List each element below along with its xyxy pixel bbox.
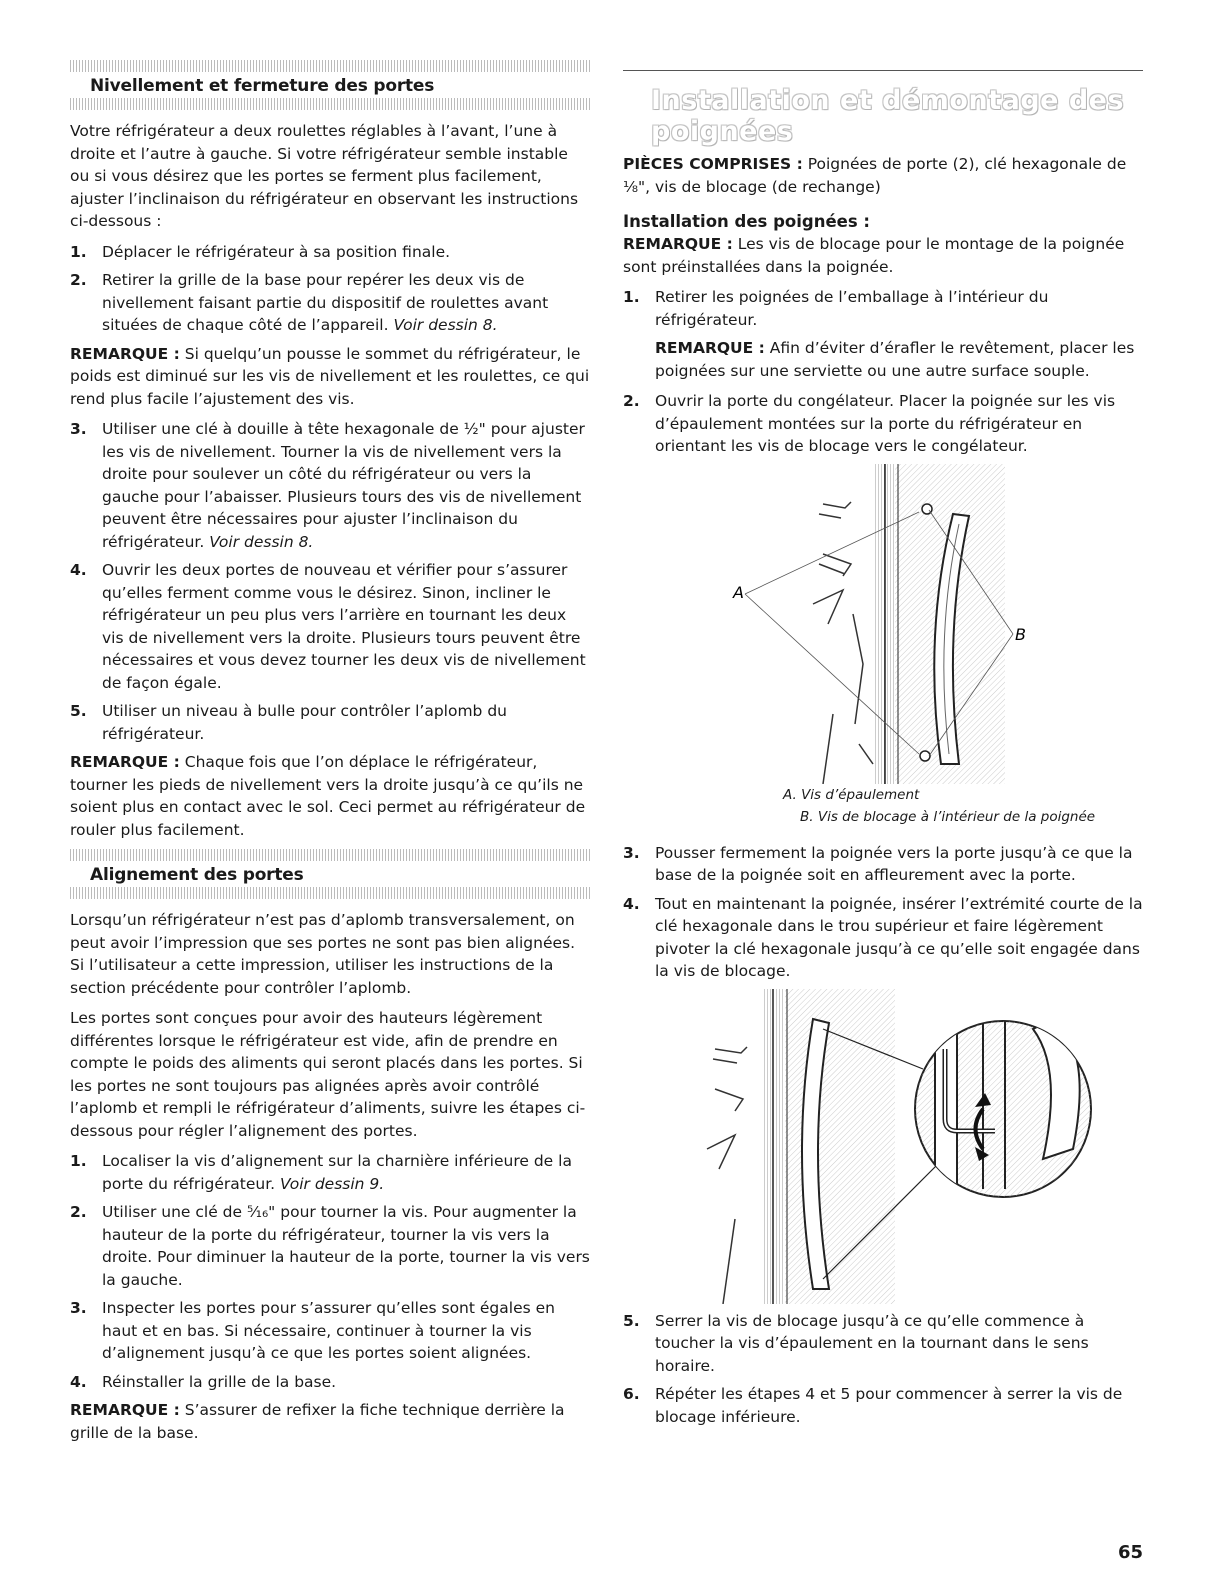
- note-label: REMARQUE :: [70, 753, 180, 771]
- step-text: [102, 1150, 590, 1195]
- list-item: [623, 390, 1143, 458]
- step-number: 2.: [623, 392, 640, 410]
- section-heading-alignment: Alignement des portes: [90, 865, 304, 885]
- alignment-paragraph: Lorsqu’un réfrigérateur n’est pas d’aplomb transversalement, on peut avoir l’impression que ses portes ne sont pas bien alignées. Si l’utilisateur a cette impression, utiliser les instructions de la section précédente pour contrôler l’aplomb.: [70, 911, 576, 997]
- step-number: 4.: [623, 894, 640, 913]
- handle-install-figure: [623, 464, 1143, 784]
- list-item: [70, 269, 590, 337]
- step-text: Inspecter les portes pour s’assurer qu’elles sont égales en haut et en bas. Si nécessaire, continuer à tourner la vis d’alignement jusqu’à ce que les portes soient alignées.: [102, 1299, 555, 1362]
- note-paragraph: [70, 343, 590, 411]
- list-item: [70, 1150, 590, 1195]
- note-label: REMARQUE :: [623, 235, 733, 253]
- list-item: [623, 1310, 1143, 1378]
- step-text: Utiliser un niveau à bulle pour contrôler l’aplomb du réfrigérateur.: [102, 702, 507, 743]
- step-number: 4.: [70, 561, 87, 579]
- note-label: REMARQUE :: [70, 344, 180, 363]
- step-text: Tout en maintenant la poignée, insérer l’extrémité courte de la clé hexagonale dans le trou supérieur et faire légèrement pivoter la clé hexagonale jusqu’à ce qu’elle soit engagée dans la vis de blocage.: [655, 894, 1143, 980]
- step-number: 5.: [70, 702, 87, 720]
- note-paragraph: [70, 1399, 590, 1444]
- section-divider: [70, 60, 590, 72]
- note-text: Afin d’éviter d’érafler le revêtement, placer les poignées sur une serviette ou une autre surface souple.: [655, 339, 1135, 380]
- step-text: [102, 269, 590, 337]
- step-text: Répéter les étapes 4 et 5 pour commencer à serrer la vis de blocage inférieure.: [655, 1385, 1123, 1426]
- note-text: Si quelqu’un pousse le sommet du réfrigérateur, le poids est diminué sur les vis de nivellement et les roulettes, ce qui rend plus facile l’ajustement des vis.: [70, 344, 590, 408]
- page-title: Installation et démontage des poignées: [651, 85, 1125, 147]
- step-number: 4.: [70, 1372, 87, 1391]
- step-number: 1.: [70, 1152, 87, 1170]
- list-item: [70, 700, 590, 745]
- step-number: 3.: [70, 420, 87, 438]
- figure-reference: Voir dessin 9.: [280, 1174, 385, 1193]
- step-body: Utiliser une clé à douille à tête hexagonale de ½" pour ajuster les vis de nivellement. Tourner la vis de nivellement vers la droite pour soulever un côté du réfrigérateur ou vers la gauche pour l’abaisser. Plusieurs tours des vis de nivellement peuvent être nécessaires pour ajuster l’inclinaison du réfrigérateur.: [102, 420, 585, 551]
- figure-caption-b: B. Vis de blocage à l’intérieur de la poignée: [800, 808, 1096, 825]
- step-text: Serrer la vis de blocage jusqu’à ce qu’elle commence à toucher la vis d’épaulement en la tournant dans le sens horaire.: [655, 1311, 1089, 1375]
- note-text: Les vis de blocage pour le montage de la poignée sont préinstallées dans la poignée.: [623, 235, 1125, 276]
- handle-diagram: [623, 464, 1143, 784]
- parts-label: PIÈCES COMPRISES :: [623, 155, 803, 173]
- step-number: 2.: [70, 1203, 87, 1221]
- step-number: 1.: [623, 288, 640, 306]
- section-divider: [70, 98, 590, 110]
- step-number: 1.: [70, 242, 87, 261]
- note-label: REMARQUE :: [655, 339, 765, 357]
- step-text: Utiliser une clé de ⁵⁄₁₆" pour tourner la vis. Pour augmenter la hauteur de la porte du réfrigérateur, tourner la vis vers la droite. Pour diminuer la hauteur de la porte, tourner la vis vers la gauche.: [102, 1203, 590, 1289]
- step-text: Déplacer le réfrigérateur à sa position finale.: [102, 242, 451, 261]
- section-heading-leveling: Nivellement et fermeture des portes: [90, 76, 435, 96]
- step-number: 3.: [70, 1299, 87, 1317]
- step-text: [102, 418, 590, 553]
- callout-label-b: B: [1015, 624, 1026, 644]
- list-item: [623, 842, 1143, 887]
- step-number: 6.: [623, 1385, 640, 1403]
- subheading-install: Installation des poignées :: [623, 212, 871, 231]
- figure-caption-a: A. Vis d’épaulement: [783, 786, 920, 803]
- step-number: 5.: [623, 1311, 640, 1330]
- step-text: Ouvrir les deux portes de nouveau et vérifier pour s’assurer qu’elles ferment comme vous le désirez. Sinon, incliner le réfrigérateur un peu plus vers l’arrière en tournant les deux vis de nivellement vers la droite. Plusieurs tours peuvent être nécessaires et vous devez tourner les deux vis de nivellement de façon égale.: [102, 561, 586, 692]
- list-item: [70, 559, 590, 694]
- section-divider: [70, 887, 590, 899]
- note-text: Chaque fois que l’on déplace le réfrigérateur, tourner les pieds de nivellement vers la droite jusqu’à ce qu’ils ne soient plus en contact avec le sol. Ceci permet au réfrigérateur de rouler plus facilement.: [70, 753, 586, 839]
- step-number: 2.: [70, 271, 87, 289]
- list-item: [70, 241, 590, 264]
- right-column: [623, 70, 1143, 1434]
- note-paragraph: [70, 751, 590, 841]
- list-item: [70, 418, 590, 553]
- parts-paragraph: [623, 153, 1143, 198]
- alignment-paragraph: Les portes sont conçues pour avoir des hauteurs légèrement différentes lorsque le réfrigérateur est vide, afin de prendre en compte le poids des aliments qui seront placés dans les portes. Si les portes ne sont toujours pas alignées après avoir contrôlé l’aplomb et rempli le réfrigérateur d’aliments, suivre les étapes ci-dessous pour régler l’alignement des portes.: [70, 1009, 586, 1140]
- step-number: 3.: [623, 843, 640, 862]
- step-text: Retirer les poignées de l’emballage à l’intérieur du réfrigérateur.: [655, 288, 1049, 329]
- list-item: [623, 286, 1143, 331]
- leveling-intro: Votre réfrigérateur a deux roulettes réglables à l’avant, l’une à droite et l’autre à gauche. Si votre réfrigérateur semble instable ou si vous désirez que les portes se ferment plus facilement, ajuster l’inclinaison du réfrigérateur en observant les instructions ci-dessous :: [70, 122, 579, 230]
- left-column: [70, 60, 590, 1452]
- section-divider: [70, 849, 590, 861]
- callout-label-a: A: [733, 582, 744, 602]
- list-item: [623, 1383, 1143, 1428]
- page-number: 65: [1118, 1542, 1144, 1563]
- note-paragraph: [623, 233, 1143, 278]
- step-text: Ouvrir la porte du congélateur. Placer la poignée sur les vis d’épaulement montées sur la porte du réfrigérateur en orientant les vis de blocage vers le congélateur.: [655, 392, 1116, 455]
- list-item: [70, 1201, 590, 1291]
- step-body: Localiser la vis d’alignement sur la charnière inférieure de la porte du réfrigérateur.: [102, 1152, 572, 1193]
- list-item: [70, 1371, 590, 1394]
- step-note: [655, 337, 1143, 382]
- figure-reference: Voir dessin 8.: [209, 532, 314, 551]
- title-rule: [623, 70, 1143, 71]
- hex-key-figure: [623, 989, 1143, 1304]
- hex-key-diagram: [623, 989, 1143, 1304]
- step-text: Pousser fermement la poignée vers la porte jusqu’à ce que la base de la poignée soit en affleurement avec la porte.: [655, 843, 1133, 884]
- figure-reference: Voir dessin 8.: [393, 316, 498, 334]
- list-item: [623, 893, 1143, 983]
- note-label: REMARQUE :: [70, 1401, 180, 1419]
- step-text: Réinstaller la grille de la base.: [102, 1372, 337, 1391]
- note-text: S’assurer de refixer la fiche technique derrière la grille de la base.: [70, 1401, 565, 1442]
- list-item: [70, 1297, 590, 1365]
- step-body: Retirer la grille de la base pour repérer les deux vis de nivellement faisant partie du dispositif de roulettes avant situées de chaque côté de l’appareil.: [102, 271, 549, 334]
- parts-text: Poignées de porte (2), clé hexagonale de ⅛", vis de blocage (de rechange): [623, 155, 1127, 196]
